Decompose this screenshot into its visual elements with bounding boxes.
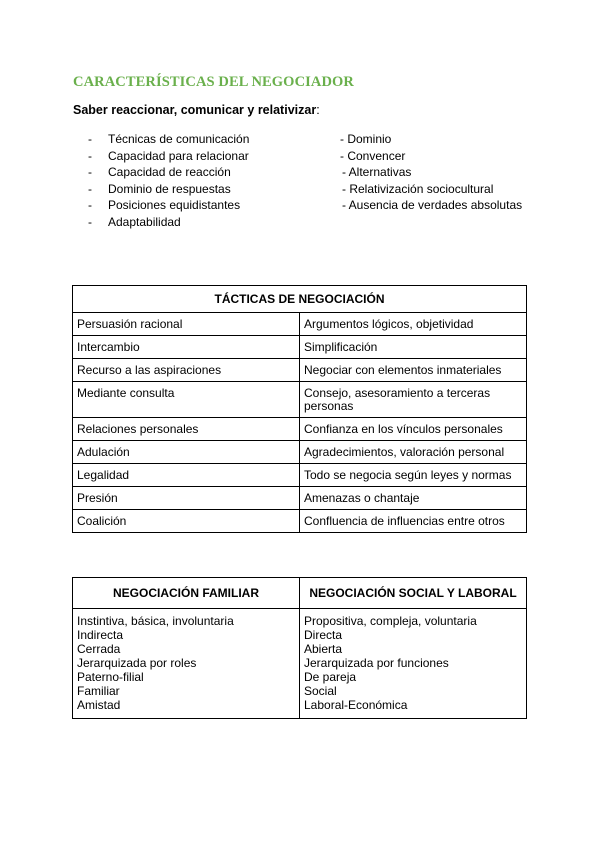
list-item: - Ausencia de verdades absolutas (342, 198, 523, 213)
table-row: Intercambio Simplificación (73, 336, 527, 359)
list-item: - Posiciones equidistantes (88, 198, 241, 213)
table-row: Mediante consulta Consejo, asesoramiento a terceras personas (73, 382, 527, 418)
table-row: Recurso a las aspiraciones Negociar con elementos inmateriales (73, 359, 527, 382)
list-item: - Relativización sociocultural (342, 181, 494, 196)
table-row: Legalidad Todo se negocia según leyes y normas (73, 464, 527, 487)
table-row: Relaciones personales Confianza en los vínculos personales (73, 418, 527, 441)
social-cell: Propositiva, compleja, voluntaria Directa Abierta Jerarquizada por funciones De pareja Social Laboral-Económica (300, 609, 527, 719)
table-row: Adulación Agradecimientos, valoración personal (73, 441, 527, 464)
familiar-header: NEGOCIACIÓN FAMILIAR (73, 578, 300, 609)
table-row: Presión Amenazas o chantaje (73, 487, 527, 510)
list-item: - Alternativas (342, 165, 412, 180)
section-subtitle (73, 103, 320, 117)
familiar-cell: Instintiva, básica, involuntaria Indirecta Cerrada Jerarquizada por roles Paterno-filial Familiar Amistad (73, 609, 300, 719)
subtitle-suffix: : (316, 103, 320, 117)
left-list (88, 131, 249, 231)
table-row: Persuasión racional Argumentos lógicos, objetividad (73, 313, 527, 336)
list-item: - Convencer (340, 148, 406, 163)
list-item: - Capacidad de reacción (88, 165, 231, 180)
table-row: Coalición Confluencia de influencias entre otros (73, 510, 527, 533)
social-header: NEGOCIACIÓN SOCIAL Y LABORAL (300, 578, 527, 609)
table-row (73, 609, 527, 719)
list-item: - Capacidad para relacionar (88, 148, 249, 163)
tacticas-table (72, 285, 527, 533)
list-item: - Dominio (340, 132, 392, 146)
page-title: CARACTERÍSTICAS DEL NEGOCIADOR (73, 74, 354, 90)
list-item: - Adaptabilidad (88, 214, 181, 229)
list-item: - Dominio de respuestas (88, 181, 231, 196)
list-item: - Técnicas de comunicación (88, 132, 250, 146)
right-list (340, 131, 522, 214)
tacticas-header: TÁCTICAS DE NEGOCIACIÓN (73, 286, 527, 313)
negociacion-table (72, 577, 527, 719)
subtitle-bold: Saber reaccionar, comunicar y relativizar (73, 103, 317, 117)
